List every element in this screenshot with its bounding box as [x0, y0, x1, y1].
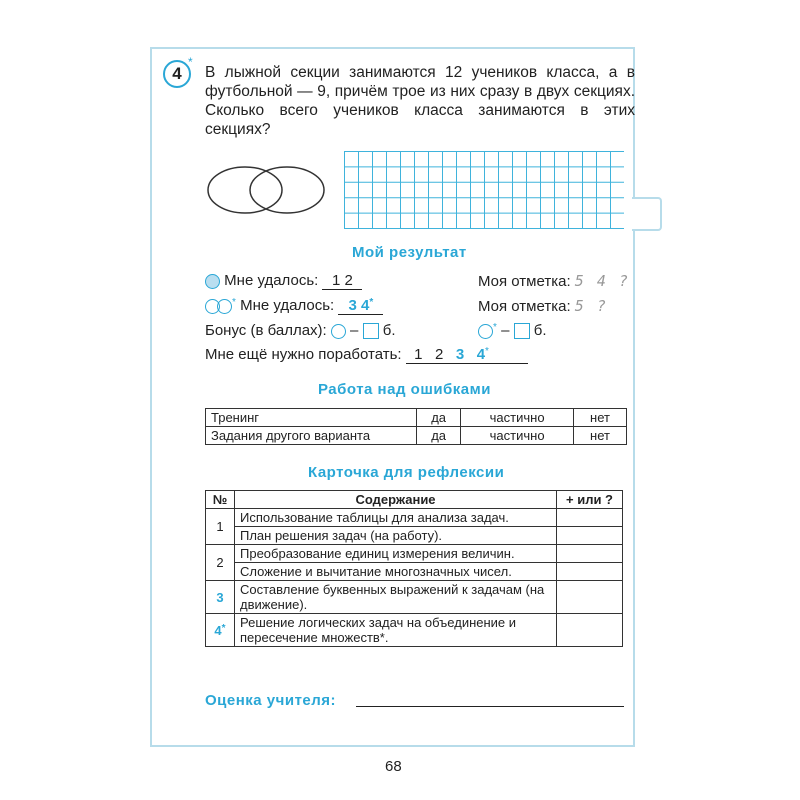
table-row: [206, 527, 623, 545]
errors-cell: нет: [574, 409, 627, 427]
star-icon: *: [369, 297, 374, 308]
reflection-num-cell: 3: [206, 581, 235, 614]
reflection-header-cell: Содержание: [235, 491, 557, 509]
errors-cell: Задания другого варианта: [206, 427, 417, 445]
result-row2-label: Мне удалось:: [240, 297, 335, 314]
mark-row2-value: 5 ?: [574, 297, 608, 315]
bonus-unit: б.: [382, 322, 396, 339]
reflection-content-cell: Решение логических задач на объединение и пересечение множеств*.: [235, 614, 557, 647]
errors-cell: да: [417, 427, 461, 445]
star-icon: *: [485, 346, 489, 357]
reflection-content-cell: План решения задач (на работу).: [235, 527, 557, 545]
venn-left-ellipse: [208, 167, 282, 213]
work-values: [406, 346, 528, 364]
venn-diagram: [205, 163, 330, 223]
circle-icon: [478, 324, 493, 339]
bonus-star-row: [478, 322, 547, 339]
bonus-unit-2: б.: [533, 322, 547, 339]
teacher-label: Оценка учителя:: [205, 692, 337, 709]
errors-cell: да: [417, 409, 461, 427]
star-icon: *: [493, 322, 497, 333]
reflection-content-cell: Преобразование единиц измерения величин.: [235, 545, 557, 563]
errors-cell: частично: [461, 409, 574, 427]
reflection-num-cell: [206, 614, 235, 647]
errors-cell: нет: [574, 427, 627, 445]
work-label: Мне ещё нужно поработать:: [205, 346, 402, 363]
reflection-mark-cell[interactable]: [557, 563, 623, 581]
bonus-square-input[interactable]: [363, 323, 379, 339]
result-row1-label: Мне удалось:: [224, 272, 319, 289]
table-row: [206, 427, 627, 445]
single-circle-icon: [205, 274, 220, 289]
work-value-4: 4: [476, 346, 486, 363]
errors-table: [205, 408, 627, 445]
venn-right-ellipse: [250, 167, 324, 213]
mark-row1-value: 5 4 ?: [574, 272, 630, 290]
reflection-heading: Карточка для рефлексии: [308, 464, 505, 481]
result-row2-value-text: 3 4: [348, 297, 370, 314]
bonus-dash: –: [350, 322, 359, 339]
table-row: [206, 563, 623, 581]
result-heading: Мой результат: [352, 244, 467, 261]
task-text: В лыжной секции занимаются 12 учеников класса, а в футбольной — 9, причём трое из них сразу в двух секциях. Сколько всего учеников класса занимаются в этих секциях?: [205, 64, 635, 138]
errors-cell: частично: [461, 427, 574, 445]
result-row2-value: [338, 297, 383, 315]
teacher-signature-line[interactable]: [356, 706, 624, 707]
bonus-dash-2: –: [501, 322, 510, 339]
result-row-2: [205, 297, 383, 315]
star-icon: *: [232, 297, 236, 308]
errors-heading: Работа над ошибками: [318, 381, 491, 398]
reflection-num-4: 4: [214, 622, 222, 638]
reflection-num-cell: 2: [206, 545, 235, 581]
reflection-mark-cell[interactable]: [557, 581, 623, 614]
table-row: [206, 509, 623, 527]
mark-row2-label: Моя отметка:: [478, 298, 571, 315]
table-row: [206, 409, 627, 427]
table-row: [206, 614, 623, 647]
errors-cell: Тренинг: [206, 409, 417, 427]
mark-row-2: [478, 297, 608, 315]
task-star: *: [188, 55, 193, 69]
table-row: [206, 581, 623, 614]
reflection-mark-cell[interactable]: [557, 527, 623, 545]
page-number: 68: [385, 758, 402, 775]
reflection-content-cell: Сложение и вычитание многозначных чисел.: [235, 563, 557, 581]
reflection-mark-cell[interactable]: [557, 614, 623, 647]
star-icon: *: [221, 622, 226, 634]
result-row-1: [205, 272, 362, 290]
result-row1-value: 1 2: [322, 272, 362, 290]
circle-icon: [331, 324, 346, 339]
answer-tab-box: [632, 197, 662, 231]
reflection-header-cell: №: [206, 491, 235, 509]
reflection-num-cell: 1: [206, 509, 235, 545]
circle-icon: [217, 299, 232, 314]
reflection-content-cell: Использование таблицы для анализа задач.: [235, 509, 557, 527]
table-row: [206, 491, 623, 509]
reflection-content-cell: Составление буквенных выражений к задачам (на движение).: [235, 581, 557, 614]
work-value-3: 3: [455, 346, 465, 363]
reflection-header-cell: + или ?: [557, 491, 623, 509]
table-row: [206, 545, 623, 563]
reflection-mark-cell[interactable]: [557, 509, 623, 527]
bonus-star-square-input[interactable]: [514, 323, 530, 339]
answer-grid: [344, 151, 624, 231]
reflection-mark-cell[interactable]: [557, 545, 623, 563]
bonus-label: Бонус (в баллах):: [205, 322, 327, 339]
mark-row-1: [478, 272, 630, 290]
task-number: 4: [163, 60, 191, 88]
work-value-2: 2: [434, 346, 444, 363]
work-value-1: 1: [414, 346, 423, 363]
work-row: [205, 346, 528, 364]
bonus-row: [205, 322, 396, 339]
reflection-table: [205, 490, 623, 647]
mark-row1-label: Моя отметка:: [478, 273, 571, 290]
